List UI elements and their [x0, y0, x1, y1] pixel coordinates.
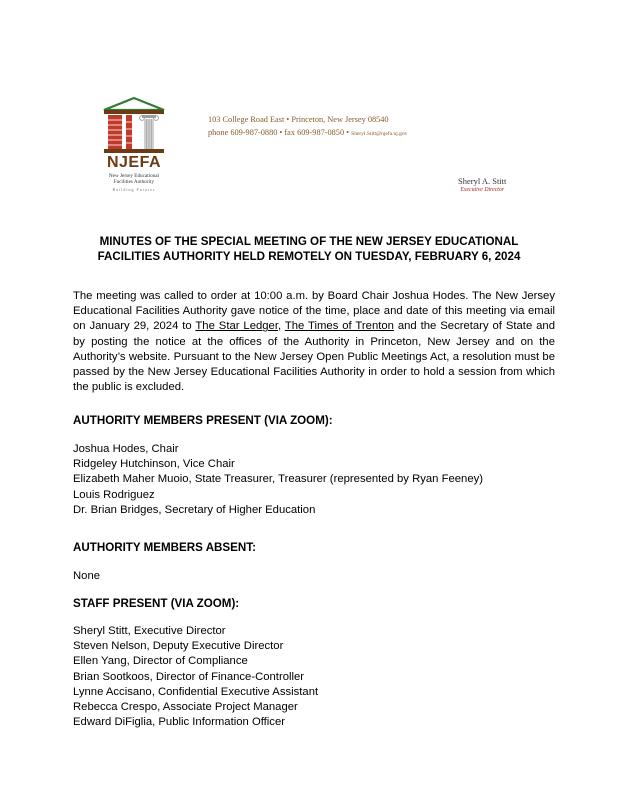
logo-wordmark: NJEFA: [106, 154, 162, 171]
njefa-column-logo-icon: [96, 96, 172, 154]
email-link[interactable]: Sheryl.Stitt@njefa.nj.gov: [351, 131, 408, 137]
logo-subtitle-line: New Jersey Educational: [108, 173, 160, 179]
contact-line: [208, 126, 407, 141]
list-item: Elizabeth Maher Muoio, State Treasurer, Treasurer (represented by Ryan Feeney): [73, 473, 484, 486]
staff-present-list: [73, 624, 318, 730]
phone-fax: phone 609-987-0880 • fax 609-987-0850 •: [208, 128, 350, 137]
staff-present-heading: STAFF PRESENT (VIA ZOOM):: [73, 597, 240, 610]
signer-title: Executive Director: [460, 187, 505, 193]
title-line: MINUTES OF THE SPECIAL MEETING OF THE NEW JERSEY EDUCATIONAL: [99, 235, 519, 248]
njefa-logo: [96, 96, 172, 192]
logo-subtitle-line: Facilities Authority: [113, 179, 155, 185]
list-item: Brian Sootkoos, Director of Finance-Controller: [73, 670, 305, 683]
signer-name: Sheryl A. Stitt: [458, 176, 507, 186]
list-item: Ridgeley Hutchinson, Vice Chair: [73, 458, 235, 471]
members-absent-heading: AUTHORITY MEMBERS ABSENT:: [73, 541, 256, 554]
executive-director-block: [458, 176, 506, 193]
list-item: Ellen Yang, Director of Compliance: [73, 655, 248, 668]
list-item: Steven Nelson, Deputy Executive Director: [73, 640, 284, 653]
logo-tagline: Building Futures: [112, 187, 156, 192]
members-absent-list: [73, 569, 100, 584]
title-line: FACILITIES AUTHORITY HELD REMOTELY ON TUESDAY, FEBRUARY 6, 2024: [97, 250, 521, 263]
letterhead-address: [208, 113, 407, 141]
document-title: [40, 234, 578, 264]
members-present-list: [73, 442, 483, 518]
list-item: Dr. Brian Bridges, Secretary of Higher Education: [73, 503, 316, 516]
intro-paragraph: [73, 289, 555, 395]
intro-text: The meeting was called to order at 10:00 a.m. by Board Chair Joshua Hodes. The New Jersey Educational Facilities Authority gave notice of the time, place and date of this meeting via email on January 29, 2024 to: [73, 290, 555, 333]
list-item: Rebecca Crespo, Associate Project Manager: [73, 701, 298, 714]
list-item: Sheryl Stitt, Executive Director: [73, 625, 226, 637]
newspaper-star-ledger: The Star Ledger: [195, 320, 278, 333]
logo-subtitle: [96, 173, 172, 185]
newspaper-times-of-trenton: The Times of Trenton: [284, 320, 394, 333]
intro-text: and the Secretary of State and by posting the notice at the offices of the Authority in Princeton, New Jersey and on the Authority’s website. Pursuant to the New Jersey Open Public Meetings Act, a resolution must be passed by the New Jersey Educational Facilities Authority in order to hold a session from which the public is excluded.: [73, 320, 555, 394]
address-line: 103 College Road East • Princeton, New Jersey 08540: [208, 115, 389, 124]
list-item: Joshua Hodes, Chair: [73, 443, 179, 455]
members-present-heading: AUTHORITY MEMBERS PRESENT (VIA ZOOM):: [73, 414, 333, 427]
intro-separator: ,: [277, 320, 285, 333]
list-item: Louis Rodriguez: [73, 488, 155, 501]
list-item: Lynne Accisano, Confidential Executive Assistant: [73, 685, 319, 698]
list-item: None: [73, 570, 101, 582]
list-item: Edward DiFiglia, Public Information Officer: [73, 716, 286, 729]
